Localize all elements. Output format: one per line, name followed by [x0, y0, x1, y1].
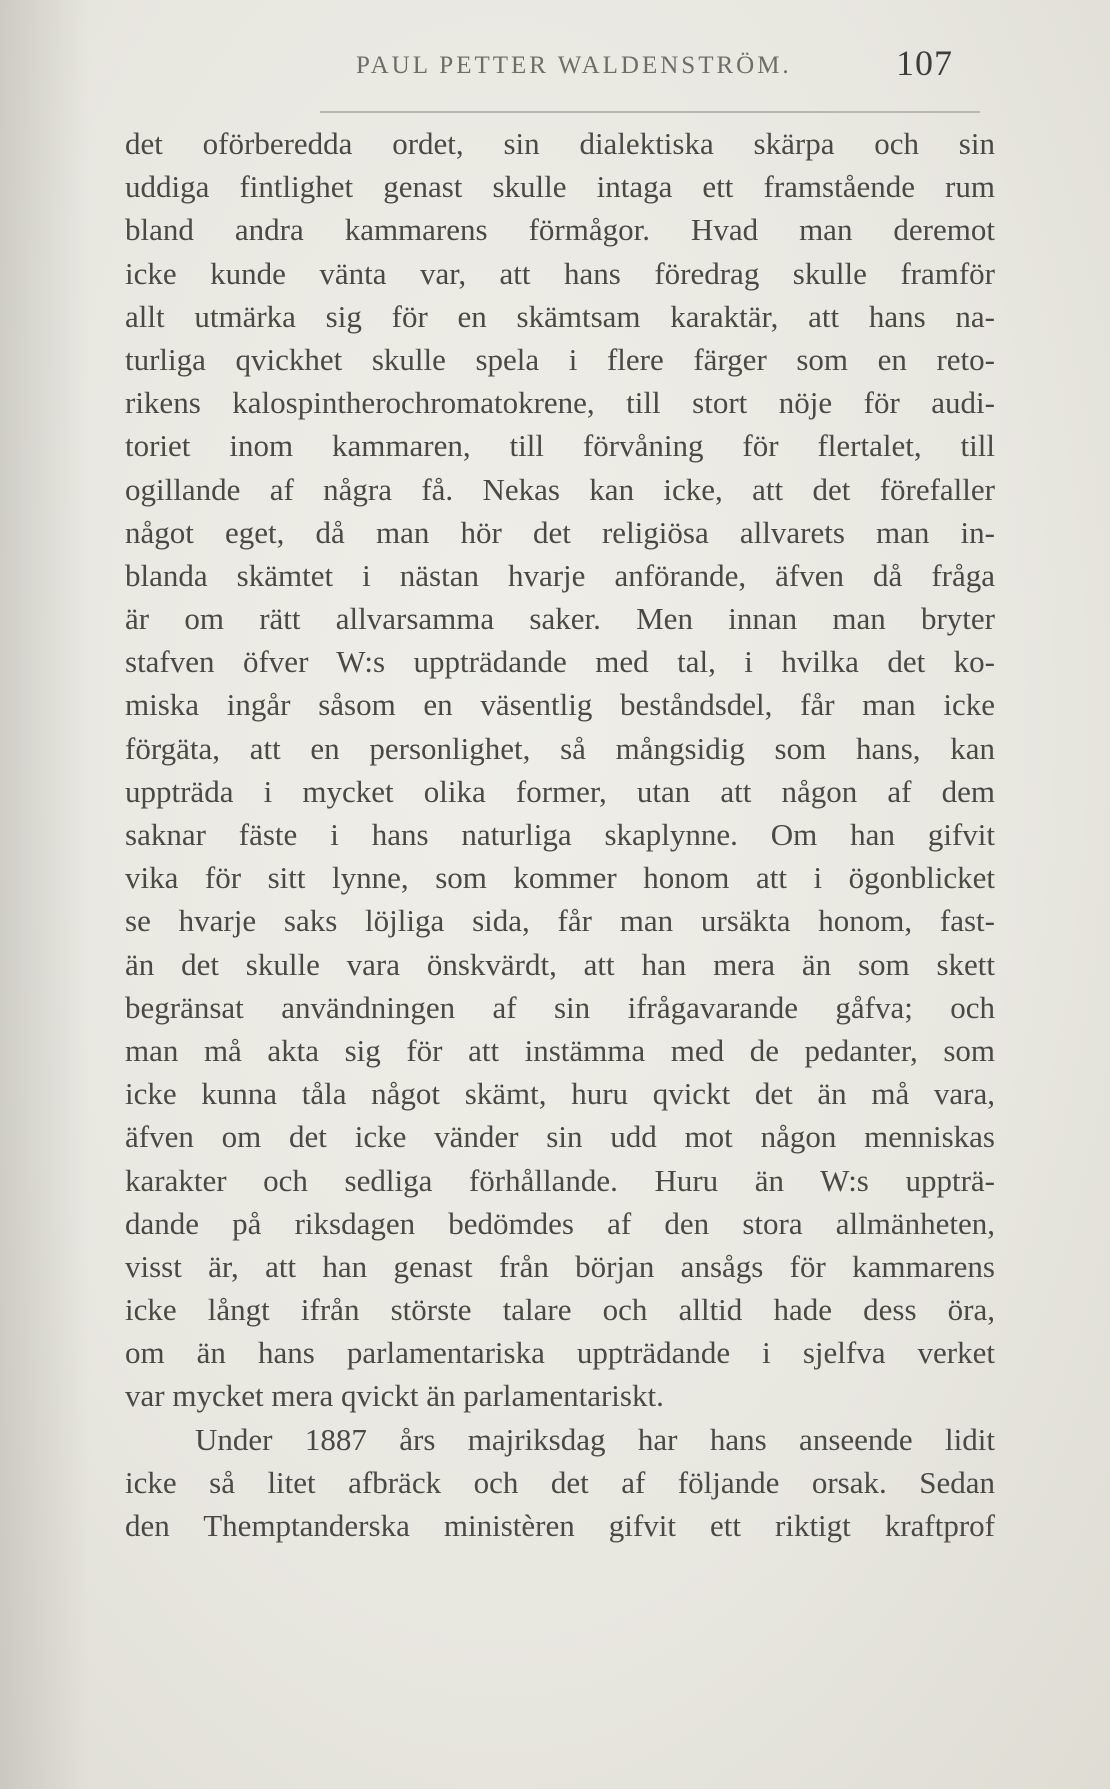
text-line: bland andra kammarens förmågor. Hvad man deremot: [125, 212, 995, 248]
paragraph-end-line: var mycket mera qvickt än parlamentariskt.: [125, 1378, 664, 1414]
text-line: icke långt ifrån störste talare och alltid hade dess öra,: [125, 1292, 995, 1328]
text-line: turliga qvickhet skulle spela i flere färger som en reto-: [125, 341, 995, 377]
text-line: uddiga fintlighet genast skulle intaga ett framstående rum: [125, 169, 995, 205]
text-line: rikens kalospintherochromatokrene, till stort nöje för audi-: [125, 385, 995, 421]
text-line: icke kunna tåla något skämt, huru qvickt det än må vara,: [125, 1076, 995, 1112]
text-line: än det skulle vara önskvärdt, att han mera än som skett: [125, 946, 995, 982]
running-head: PAUL PETTER WALDENSTRÖM.: [356, 52, 792, 79]
text-line: dande på riksdagen bedömdes af den stora allmänheten,: [125, 1205, 995, 1241]
text-line: blanda skämtet i nästan hvarje anförande, äfven då fråga: [125, 557, 995, 593]
text-line: karakter och sedliga förhållande. Huru än W:s uppträ-: [125, 1162, 995, 1198]
text-line: miska ingår såsom en väsentlig beståndsdel, får man icke: [125, 687, 995, 723]
text-line: begränsat användningen af sin ifrågavarande gåfva; och: [125, 989, 995, 1025]
text-line: förgäta, att en personlighet, så mångsidig som hans, kan: [125, 730, 995, 766]
text-line: icke så litet afbräck och det af följande orsak. Sedan: [125, 1464, 995, 1500]
text-line: se hvarje saks löjliga sida, får man ursäkta honom, fast-: [125, 903, 995, 939]
text-line: visst är, att han genast från början ansågs för kammarens: [125, 1248, 995, 1284]
text-line: är om rätt allvarsamma saker. Men innan man bryter: [125, 601, 995, 637]
paragraph-start-line: Under 1887 års majriksdag har hans anseende lidit: [195, 1421, 995, 1457]
page-number: 107: [896, 43, 953, 83]
text-line: stafven öfver W:s uppträdande med tal, i hvilka det ko-: [125, 644, 995, 680]
spine-shadow: [0, 0, 90, 1789]
text-line: det oförberedda ordet, sin dialektiska skärpa och sin: [125, 126, 995, 161]
text-line: vika för sitt lynne, som kommer honom att i ögonblicket: [125, 860, 995, 896]
body-text: [125, 122, 995, 1547]
text-line: saknar fäste i hans naturliga skaplynne. Om han gifvit: [125, 817, 995, 852]
header-rule: [320, 111, 980, 113]
text-line: äfven om det icke vänder sin udd mot någon menniskas: [125, 1119, 995, 1155]
text-line: uppträda i mycket olika former, utan att någon af dem: [125, 773, 995, 809]
text-line: något eget, då man hör det religiösa allvarets man in-: [125, 514, 995, 550]
text-line: ogillande af några få. Nekas kan icke, att det förefaller: [125, 471, 995, 507]
text-line: den Themptanderska ministèren gifvit ett riktigt kraftprof: [125, 1508, 995, 1543]
text-line: om än hans parlamentariska uppträdande i sjelfva verket: [125, 1335, 995, 1371]
text-line: toriet inom kammaren, till förvåning för flertalet, till: [125, 428, 995, 464]
text-line: icke kunde vänta var, att hans föredrag skulle framför: [125, 255, 995, 291]
text-line: allt utmärka sig för en skämtsam karaktär, att hans na-: [125, 298, 995, 334]
text-line: man må akta sig för att instämma med de pedanter, som: [125, 1032, 995, 1068]
